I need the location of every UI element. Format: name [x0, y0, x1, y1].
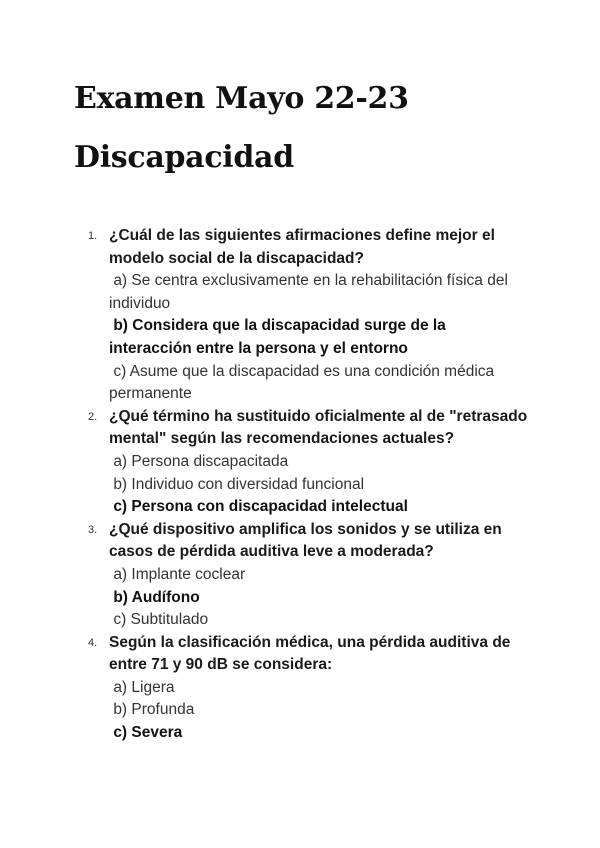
question-number: 3.	[88, 523, 98, 536]
page-title: Examen Mayo 22-23	[74, 81, 409, 116]
page-subtitle: Discapacidad	[74, 140, 294, 175]
question-item	[88, 519, 528, 632]
question-number: 2.	[88, 410, 98, 423]
question-item	[88, 406, 528, 519]
question-text: Según la clasificación médica, una pérdida auditiva de entre 71 y 90 dB se considera:	[109, 633, 511, 674]
answer-option: c) Asume que la discapacidad es una condición médica permanente	[109, 362, 495, 403]
answer-option: a) Persona discapacitada	[113, 452, 289, 470]
question-list	[88, 225, 528, 745]
answer-option: a) Implante coclear	[113, 565, 246, 583]
answer-option: b) Individuo con diversidad funcional	[113, 475, 365, 493]
question-number: 4.	[88, 636, 98, 649]
answer-option: a) Se centra exclusivamente en la rehabilitación física del individuo	[109, 272, 508, 312]
question-number: 1.	[88, 230, 98, 242]
answer-option-correct: c) Severa	[113, 724, 183, 742]
answer-option-correct: b) Audífono	[113, 588, 200, 606]
answer-option-correct: c) Persona con discapacidad intelectual	[113, 498, 408, 516]
question-text: ¿Qué dispositivo amplifica los sonidos y se utiliza en casos de pérdida auditiva leve a moderada?	[109, 520, 502, 561]
answer-option: c) Subtitulado	[113, 611, 209, 629]
question-text: ¿Cuál de las siguientes afirmaciones define mejor el modelo social de la discapacidad?	[109, 227, 495, 267]
question-item	[88, 632, 528, 745]
question-text: ¿Qué término ha sustituido oficialmente al de "retrasado mental" según las recomendaciones actuales?	[109, 407, 528, 448]
answer-option: b) Profunda	[113, 701, 195, 719]
question-item	[88, 225, 528, 406]
answer-option: a) Ligera	[113, 678, 175, 696]
answer-option-correct: b) Considera que la discapacidad surge de la interacción entre la persona y el entorno	[109, 317, 446, 357]
